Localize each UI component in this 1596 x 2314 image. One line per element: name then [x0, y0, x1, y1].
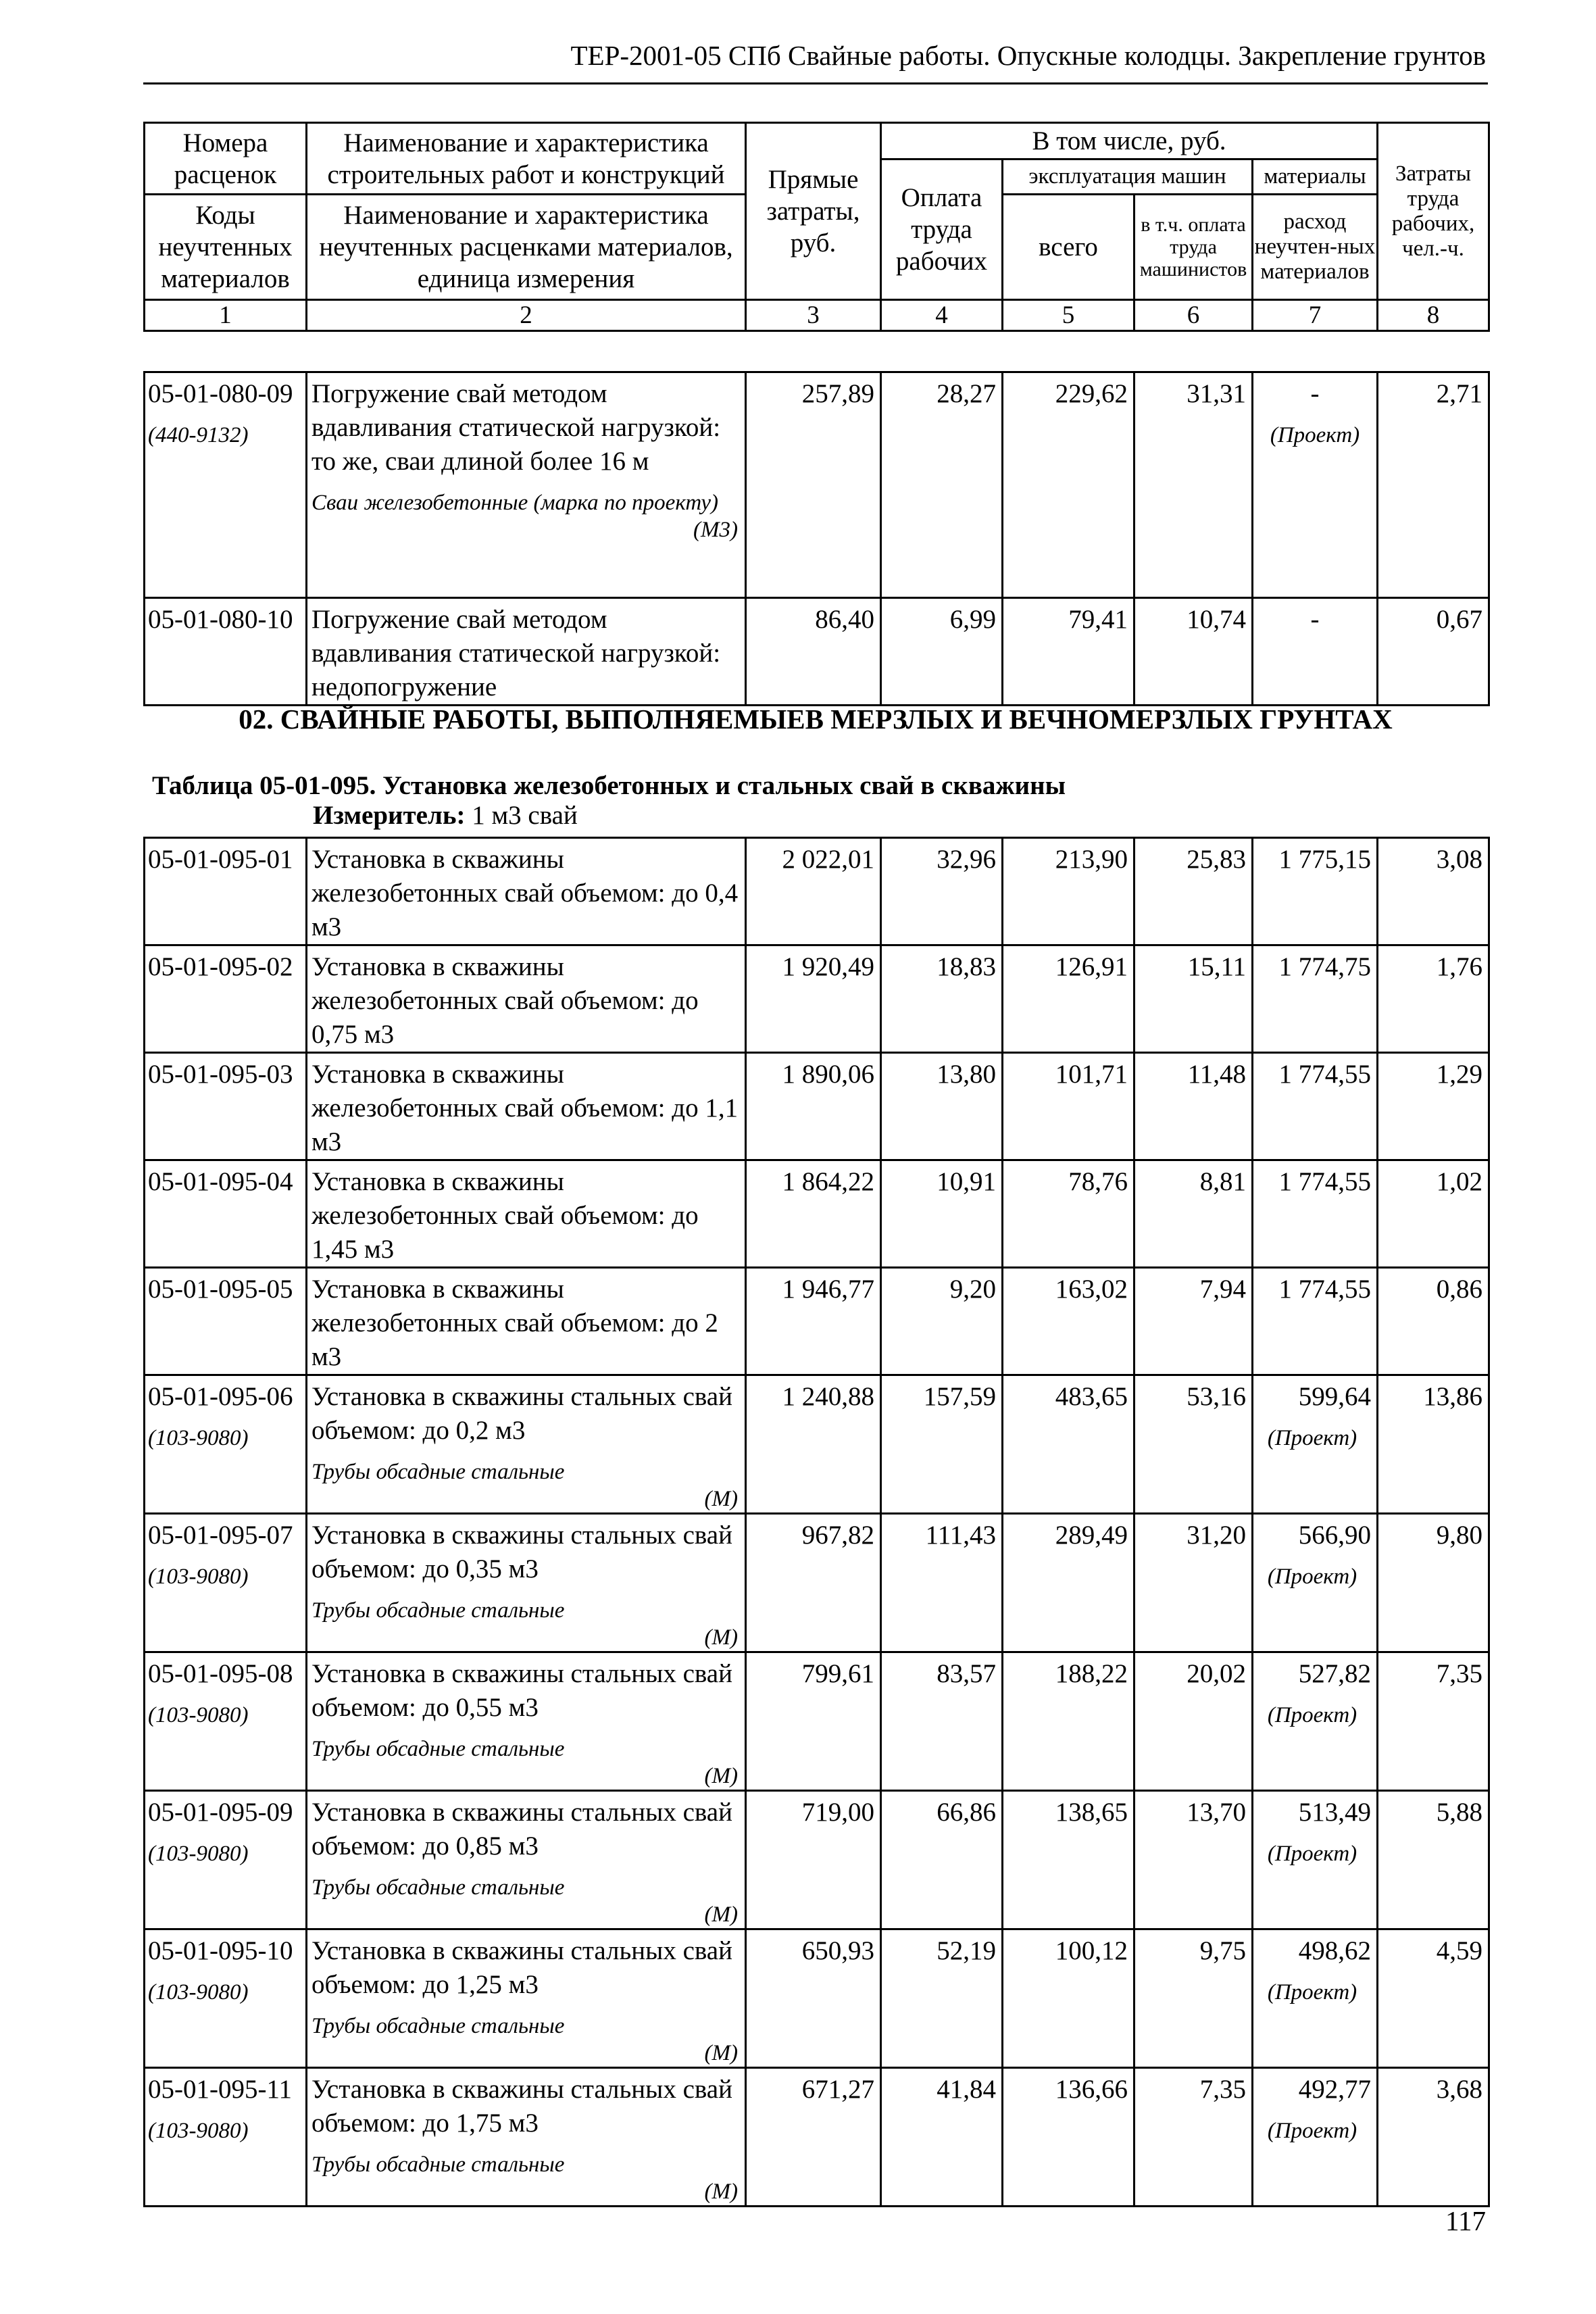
worker-pay-value: 66,86 [937, 1798, 996, 1827]
labor-hours-cell [1378, 838, 1489, 945]
table-row [145, 1514, 1489, 1652]
rate-code: 05-01-095-04 [148, 1167, 293, 1196]
direct-costs-cell [746, 2068, 881, 2207]
operator-pay-cell [1134, 372, 1253, 598]
header-direct-costs: Прямые затраты, руб. [746, 123, 881, 300]
materials-cost-value: 566,90 [1298, 1521, 1371, 1550]
work-name: Установка в скважины железобетонных свай объемом: до 0,75 м3 [311, 952, 699, 1049]
material-name: Трубы обсадные стальные [311, 2014, 565, 2038]
labor-hours-value: 2,71 [1436, 379, 1482, 408]
header-unaccounted-codes: Коды неучтенных материалов [145, 195, 307, 300]
header-materials: материалы [1253, 159, 1378, 195]
work-name: Установка в скважины стальных свай объемом: до 1,25 м3 [311, 1936, 732, 1999]
materials-cost-value: 492,77 [1298, 2075, 1371, 2104]
table-row [145, 945, 1489, 1053]
work-name: Установка в скважины стальных свай объемом: до 0,2 м3 [311, 1382, 732, 1445]
direct-costs-cell [746, 1375, 881, 1514]
direct-costs-value: 671,27 [801, 2075, 874, 2104]
material-code: (103-9080) [148, 1980, 249, 2004]
header-rule [143, 82, 1488, 84]
materials-cost-cell [1253, 1375, 1378, 1514]
operator-pay-cell [1134, 1791, 1253, 1929]
material-note: (Проект) [1267, 1842, 1357, 1866]
material-note: (Проект) [1267, 2119, 1357, 2143]
worker-pay-cell [881, 2068, 1003, 2207]
work-name-cell [307, 945, 746, 1053]
materials-cost-cell [1253, 1160, 1378, 1268]
worker-pay-cell [881, 1053, 1003, 1160]
worker-pay-value: 32,96 [937, 845, 996, 874]
machines-total-cell [1003, 1791, 1134, 1929]
worker-pay-value: 157,59 [923, 1382, 996, 1411]
direct-costs-cell [746, 1053, 881, 1160]
work-name: Установка в скважины стальных свай объемом: до 0,55 м3 [311, 1659, 732, 1722]
machines-total-value: 289,49 [1055, 1521, 1128, 1550]
worker-pay-cell [881, 1268, 1003, 1375]
machines-total-cell [1003, 1160, 1134, 1268]
operator-pay-cell [1134, 1929, 1253, 2068]
labor-hours-cell [1378, 1514, 1489, 1652]
worker-pay-cell [881, 1375, 1003, 1514]
materials-cost-cell [1253, 1929, 1378, 2068]
material-code: (440-9132) [148, 423, 249, 447]
header-machine-operation: эксплуатация машин [1003, 159, 1253, 195]
operator-pay-value: 7,35 [1199, 2075, 1246, 2104]
materials-cost-cell [1253, 1652, 1378, 1791]
operator-pay-cell [1134, 838, 1253, 945]
material-note: (Проект) [1267, 1703, 1357, 1727]
page-number: 117 [1445, 2205, 1486, 2236]
materials-cost-value: - [1310, 605, 1320, 634]
table-row [145, 598, 1489, 706]
column-number: 3 [746, 300, 881, 331]
direct-costs-cell [746, 1791, 881, 1929]
table-row [145, 1929, 1489, 2068]
labor-hours-value: 1,76 [1436, 952, 1482, 981]
rate-code: 05-01-095-06 [148, 1382, 293, 1411]
direct-costs-value: 719,00 [801, 1798, 874, 1827]
worker-pay-cell [881, 1791, 1003, 1929]
column-header-table [143, 122, 1490, 332]
direct-costs-cell [746, 1929, 881, 2068]
table-row [145, 838, 1489, 945]
table-row [145, 1053, 1489, 1160]
table-row [145, 1791, 1489, 1929]
rates-table-lower [143, 837, 1490, 2207]
labor-hours-value: 0,67 [1436, 605, 1482, 634]
rate-code-cell [145, 838, 307, 945]
machines-total-value: 101,71 [1055, 1060, 1128, 1089]
work-name: Установка в скважины стальных свай объемом: до 0,85 м3 [311, 1798, 732, 1861]
labor-hours-value: 9,80 [1436, 1521, 1482, 1550]
rates-table-upper [143, 371, 1490, 706]
operator-pay-value: 10,74 [1187, 605, 1246, 634]
rate-code-cell [145, 1791, 307, 1929]
material-unit: (М) [704, 2180, 738, 2204]
column-number-row [145, 300, 1489, 331]
worker-pay-value: 10,91 [937, 1167, 996, 1196]
labor-hours-cell [1378, 1375, 1489, 1514]
worker-pay-value: 18,83 [937, 952, 996, 981]
material-name: Трубы обсадные стальные [311, 1737, 565, 1761]
operator-pay-cell [1134, 1652, 1253, 1791]
header-worker-pay: Оплата труда рабочих [881, 159, 1003, 300]
rate-code: 05-01-095-01 [148, 845, 293, 874]
materials-cost-cell [1253, 1053, 1378, 1160]
column-number: 5 [1003, 300, 1134, 331]
operator-pay-value: 15,11 [1187, 952, 1246, 981]
rate-code-cell [145, 1929, 307, 2068]
rate-code-cell [145, 945, 307, 1053]
work-name: Установка в скважины железобетонных свай объемом: до 2 м3 [311, 1275, 718, 1371]
work-name: Установка в скважины стальных свай объемом: до 0,35 м3 [311, 1521, 732, 1583]
worker-pay-value: 28,27 [937, 379, 996, 408]
rate-code: 05-01-080-09 [148, 379, 293, 408]
work-name: Установка в скважины железобетонных свай объемом: до 1,1 м3 [311, 1060, 739, 1156]
rate-code-cell [145, 2068, 307, 2207]
machines-total-cell [1003, 1053, 1134, 1160]
rate-code: 05-01-095-11 [148, 2075, 293, 2104]
labor-hours-cell [1378, 598, 1489, 706]
labor-hours-cell [1378, 1160, 1489, 1268]
material-note: (Проект) [1267, 1565, 1357, 1589]
work-name-cell [307, 1514, 746, 1652]
machines-total-cell [1003, 1514, 1134, 1652]
work-name-cell [307, 1053, 746, 1160]
material-name: Трубы обсадные стальные [311, 1598, 565, 1623]
rate-code: 05-01-095-08 [148, 1659, 293, 1688]
table-title: Таблица 05-01-095. Установка железобетонных и стальных свай в скважины [152, 771, 1066, 800]
rate-code: 05-01-095-10 [148, 1936, 293, 1965]
worker-pay-cell [881, 1160, 1003, 1268]
materials-cost-cell [1253, 598, 1378, 706]
operator-pay-value: 25,83 [1187, 845, 1246, 874]
rate-code-cell [145, 1652, 307, 1791]
rate-code-cell [145, 1160, 307, 1268]
header-including: В том числе, руб. [881, 123, 1378, 159]
rate-code: 05-01-080-10 [148, 605, 293, 634]
work-name: Погружение свай методом вдавливания статической нагрузкой: то же, сваи длиной более 16 м [311, 379, 721, 476]
rate-code: 05-01-095-03 [148, 1060, 293, 1089]
machines-total-cell [1003, 1929, 1134, 2068]
operator-pay-cell [1134, 945, 1253, 1053]
machines-total-value: 136,66 [1055, 2075, 1128, 2104]
labor-hours-cell [1378, 1652, 1489, 1791]
machines-total-value: 126,91 [1055, 952, 1128, 981]
materials-cost-value: 1 774,55 [1278, 1167, 1371, 1196]
work-name-cell [307, 1268, 746, 1375]
worker-pay-value: 52,19 [937, 1936, 996, 1965]
labor-hours-value: 3,08 [1436, 845, 1482, 874]
machines-total-cell [1003, 1375, 1134, 1514]
worker-pay-value: 6,99 [949, 605, 996, 634]
operator-pay-value: 31,20 [1187, 1521, 1246, 1550]
header-unaccounted-materials: расход неучтен-ных материалов [1253, 195, 1378, 300]
column-number: 7 [1253, 300, 1378, 331]
direct-costs-value: 1 890,06 [782, 1060, 874, 1089]
material-unit: (М) [704, 1764, 738, 1788]
operator-pay-cell [1134, 1514, 1253, 1652]
material-code: (103-9080) [148, 1565, 249, 1589]
machines-total-value: 100,12 [1055, 1936, 1128, 1965]
materials-cost-cell [1253, 372, 1378, 598]
worker-pay-cell [881, 838, 1003, 945]
machines-total-value: 78,76 [1068, 1167, 1128, 1196]
materials-cost-cell [1253, 1268, 1378, 1375]
work-name-cell [307, 1160, 746, 1268]
labor-hours-cell [1378, 1929, 1489, 2068]
labor-hours-value: 13,86 [1423, 1382, 1482, 1411]
material-note: (Проект) [1267, 1980, 1357, 2004]
machines-total-value: 188,22 [1055, 1659, 1128, 1688]
direct-costs-value: 799,61 [801, 1659, 874, 1688]
work-name-cell [307, 1375, 746, 1514]
table-row [145, 1375, 1489, 1514]
worker-pay-cell [881, 945, 1003, 1053]
labor-hours-cell [1378, 372, 1489, 598]
labor-hours-cell [1378, 1053, 1489, 1160]
direct-costs-value: 1 946,77 [782, 1275, 874, 1304]
operator-pay-value: 8,81 [1199, 1167, 1246, 1196]
work-name-cell [307, 838, 746, 945]
operator-pay-cell [1134, 1160, 1253, 1268]
materials-cost-value: 599,64 [1298, 1382, 1371, 1411]
direct-costs-value: 257,89 [801, 379, 874, 408]
column-number: 1 [145, 300, 307, 331]
operator-pay-cell [1134, 2068, 1253, 2207]
worker-pay-cell [881, 1929, 1003, 2068]
table-row [145, 372, 1489, 598]
materials-cost-value: - [1310, 379, 1320, 408]
material-name: Сваи железобетонные (марка по проекту) [311, 491, 718, 515]
materials-cost-cell [1253, 1514, 1378, 1652]
worker-pay-value: 111,43 [925, 1521, 996, 1550]
machines-total-value: 163,02 [1055, 1275, 1128, 1304]
material-unit: (М) [704, 2041, 738, 2065]
direct-costs-cell [746, 1652, 881, 1791]
work-name: Установка в скважины железобетонных свай объемом: до 1,45 м3 [311, 1167, 699, 1264]
material-unit: (М) [704, 1902, 738, 1927]
material-code: (103-9080) [148, 2119, 249, 2143]
rate-code: 05-01-095-02 [148, 952, 293, 981]
direct-costs-value: 2 022,01 [782, 845, 874, 874]
column-number: 2 [307, 300, 746, 331]
operator-pay-value: 7,94 [1199, 1275, 1246, 1304]
work-name: Установка в скважины стальных свай объемом: до 1,75 м3 [311, 2075, 732, 2138]
machines-total-cell [1003, 372, 1134, 598]
work-name: Погружение свай методом вдавливания статической нагрузкой: недопогружение [311, 605, 721, 701]
material-code: (103-9080) [148, 1426, 249, 1450]
direct-costs-value: 1 240,88 [782, 1382, 874, 1411]
header-work-name: Наименование и характеристика строительных работ и конструкций [307, 123, 746, 195]
machines-total-value: 138,65 [1055, 1798, 1128, 1827]
work-name-cell [307, 2068, 746, 2207]
rate-code-cell [145, 1053, 307, 1160]
direct-costs-cell [746, 598, 881, 706]
rate-code: 05-01-095-07 [148, 1521, 293, 1550]
material-code: (103-9080) [148, 1842, 249, 1866]
work-name-cell [307, 1929, 746, 2068]
machines-total-cell [1003, 1652, 1134, 1791]
work-name-cell [307, 598, 746, 706]
direct-costs-cell [746, 372, 881, 598]
measure-label: Измеритель: [313, 801, 466, 830]
direct-costs-value: 1 920,49 [782, 952, 874, 981]
machines-total-cell [1003, 598, 1134, 706]
worker-pay-cell [881, 1514, 1003, 1652]
operator-pay-cell [1134, 1268, 1253, 1375]
direct-costs-cell [746, 945, 881, 1053]
materials-cost-value: 527,82 [1298, 1659, 1371, 1688]
direct-costs-value: 650,93 [801, 1936, 874, 1965]
labor-hours-cell [1378, 2068, 1489, 2207]
material-note: (Проект) [1270, 423, 1360, 447]
machines-total-value: 79,41 [1068, 605, 1128, 634]
work-name-cell [307, 1791, 746, 1929]
machines-total-value: 213,90 [1055, 845, 1128, 874]
labor-hours-value: 1,02 [1436, 1167, 1482, 1196]
operator-pay-cell [1134, 1375, 1253, 1514]
material-unit: (М) [704, 1487, 738, 1511]
operator-pay-value: 9,75 [1199, 1936, 1246, 1965]
materials-cost-value: 1 775,15 [1278, 845, 1371, 874]
labor-hours-cell [1378, 1791, 1489, 1929]
direct-costs-cell [746, 1268, 881, 1375]
direct-costs-value: 86,40 [815, 605, 874, 634]
work-name: Установка в скважины железобетонных свай объемом: до 0,4 м3 [311, 845, 739, 941]
table-row [145, 1652, 1489, 1791]
worker-pay-cell [881, 1652, 1003, 1791]
operator-pay-value: 11,48 [1187, 1060, 1246, 1089]
work-name-cell [307, 1652, 746, 1791]
table-row [145, 1160, 1489, 1268]
operator-pay-value: 20,02 [1187, 1659, 1246, 1688]
header-operator-pay: в т.ч. оплата труда машинистов [1134, 195, 1253, 300]
operator-pay-value: 53,16 [1187, 1382, 1246, 1411]
running-header: ТЕР-2001-05 СПб Свайные работы. Опускные колодцы. Закрепление грунтов [570, 40, 1486, 71]
column-number: 8 [1378, 300, 1489, 331]
rate-code-cell [145, 1514, 307, 1652]
materials-cost-value: 498,62 [1298, 1936, 1371, 1965]
worker-pay-value: 41,84 [937, 2075, 996, 2104]
operator-pay-cell [1134, 598, 1253, 706]
table-row [145, 1268, 1489, 1375]
material-code: (103-9080) [148, 1703, 249, 1727]
material-name: Трубы обсадные стальные [311, 1875, 565, 1900]
measure-unit [313, 800, 578, 831]
materials-cost-cell [1253, 838, 1378, 945]
rate-code-cell [145, 372, 307, 598]
rate-code: 05-01-095-05 [148, 1275, 293, 1304]
materials-cost-cell [1253, 2068, 1378, 2207]
material-name: Трубы обсадные стальные [311, 1460, 565, 1484]
labor-hours-value: 5,88 [1436, 1798, 1482, 1827]
column-number: 4 [881, 300, 1003, 331]
rate-code-cell [145, 1268, 307, 1375]
labor-hours-value: 1,29 [1436, 1060, 1482, 1089]
materials-cost-value: 1 774,75 [1278, 952, 1371, 981]
material-name: Трубы обсадные стальные [311, 2152, 565, 2177]
rate-code-cell [145, 1375, 307, 1514]
worker-pay-cell [881, 372, 1003, 598]
header-machines-total: всего [1003, 195, 1134, 300]
direct-costs-cell [746, 838, 881, 945]
direct-costs-cell [746, 1160, 881, 1268]
labor-hours-value: 0,86 [1436, 1275, 1482, 1304]
measure-value: 1 м3 свай [472, 801, 578, 830]
worker-pay-value: 83,57 [937, 1659, 996, 1688]
labor-hours-cell [1378, 1268, 1489, 1375]
machines-total-cell [1003, 2068, 1134, 2207]
column-number: 6 [1134, 300, 1253, 331]
worker-pay-value: 9,20 [949, 1275, 996, 1304]
machines-total-value: 229,62 [1055, 379, 1128, 408]
header-labor-hours: Затраты труда рабочих, чел.-ч. [1378, 123, 1489, 300]
material-unit: (М) [704, 1625, 738, 1650]
section-title: 02. СВАЙНЫЕ РАБОТЫ, ВЫПОЛНЯЕМЫЕВ МЕРЗЛЫХ И ВЕЧНОМЕРЗЛЫХ ГРУНТАХ [239, 704, 1393, 735]
materials-cost-cell [1253, 1791, 1378, 1929]
materials-cost-value: 1 774,55 [1278, 1060, 1371, 1089]
machines-total-cell [1003, 1268, 1134, 1375]
worker-pay-cell [881, 598, 1003, 706]
machines-total-cell [1003, 838, 1134, 945]
work-name-cell [307, 372, 746, 598]
materials-cost-value: 1 774,55 [1278, 1275, 1371, 1304]
direct-costs-value: 967,82 [801, 1521, 874, 1550]
rate-code-cell [145, 598, 307, 706]
materials-cost-cell [1253, 945, 1378, 1053]
rate-code: 05-01-095-09 [148, 1798, 293, 1827]
direct-costs-cell [746, 1514, 881, 1652]
table-row [145, 2068, 1489, 2207]
materials-cost-value: 513,49 [1298, 1798, 1371, 1827]
labor-hours-value: 7,35 [1436, 1659, 1482, 1688]
machines-total-value: 483,65 [1055, 1382, 1128, 1411]
header-material-name: Наименование и характеристика неучтенных расценками материалов, единица измерения [307, 195, 746, 300]
operator-pay-value: 31,31 [1187, 379, 1246, 408]
material-unit: (М3) [693, 518, 738, 542]
labor-hours-value: 4,59 [1436, 1936, 1482, 1965]
labor-hours-cell [1378, 945, 1489, 1053]
labor-hours-value: 3,68 [1436, 2075, 1482, 2104]
machines-total-cell [1003, 945, 1134, 1053]
worker-pay-value: 13,80 [937, 1060, 996, 1089]
direct-costs-value: 1 864,22 [782, 1167, 874, 1196]
header-rate-numbers: Номера расценок [145, 123, 307, 195]
operator-pay-value: 13,70 [1187, 1798, 1246, 1827]
material-note: (Проект) [1267, 1426, 1357, 1450]
operator-pay-cell [1134, 1053, 1253, 1160]
